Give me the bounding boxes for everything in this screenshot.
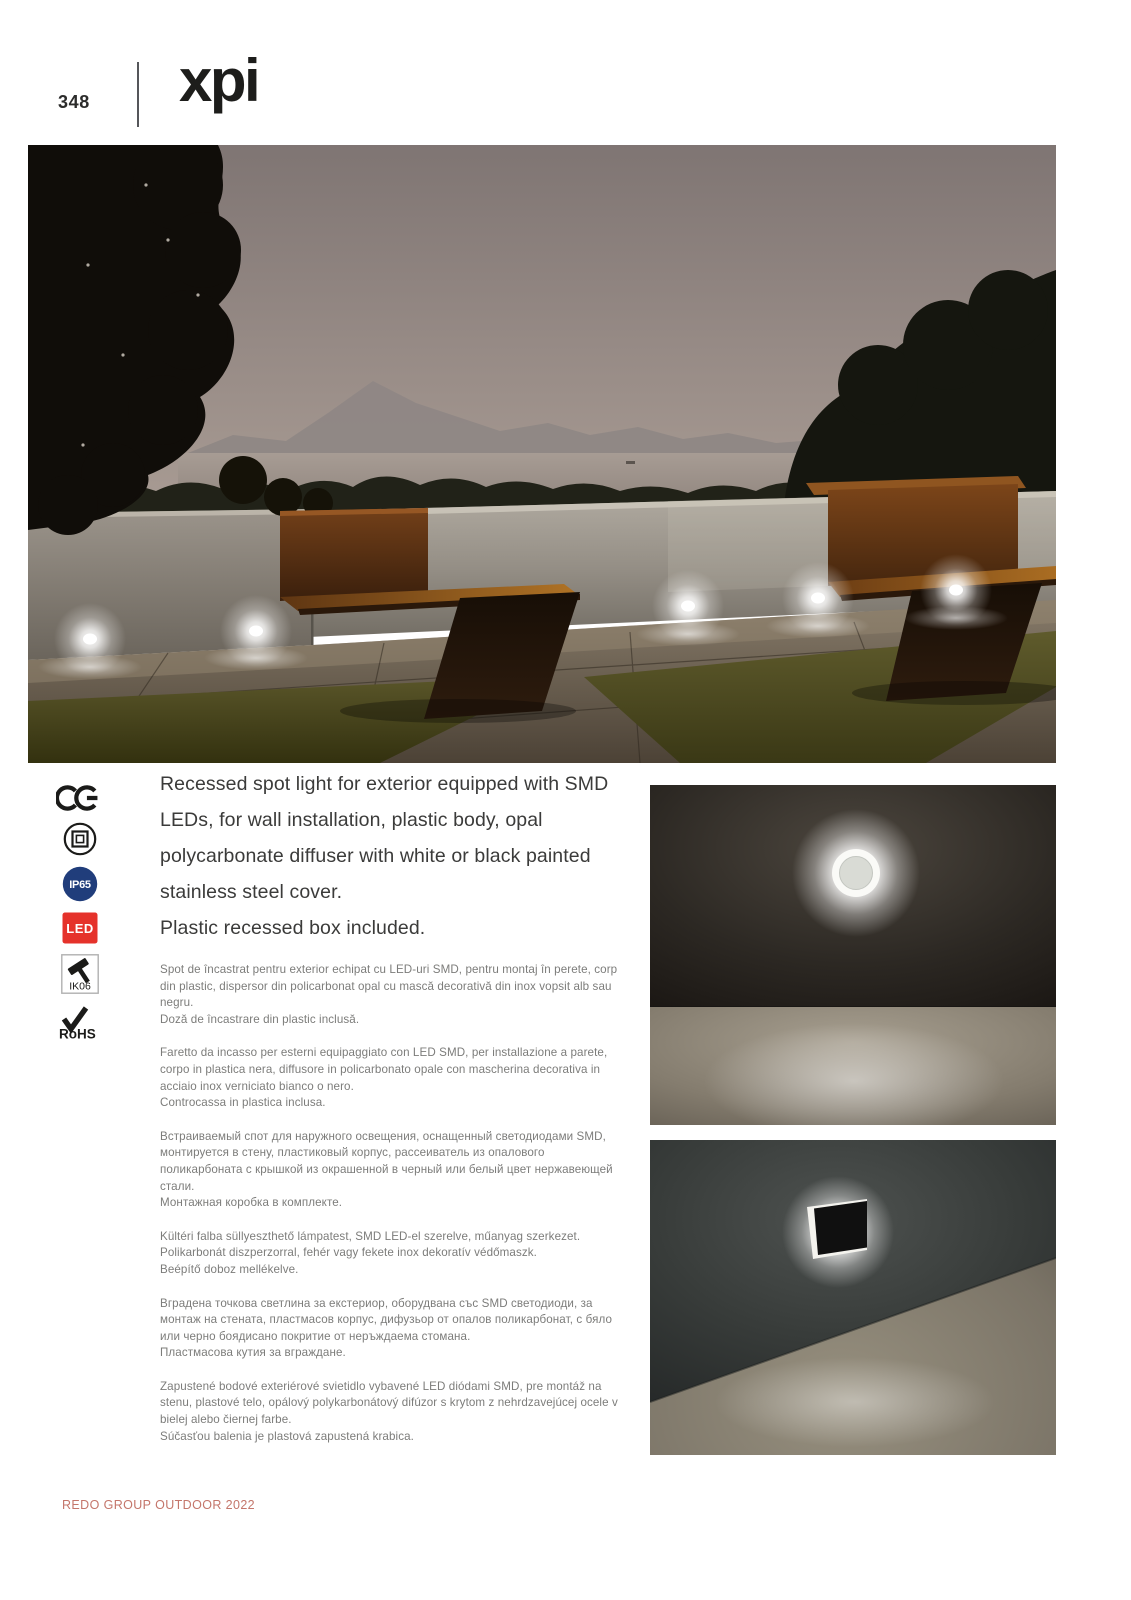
product-photo-square [650,1140,1056,1455]
round-light-diffuser [840,857,873,890]
hero-photo [28,145,1056,763]
square-light-face [814,1201,867,1255]
description-en: Recessed spot light for exterior equipped with SMD LEDs, for wall installation, plastic body, opal polycarbonate diffuser with white or black painted stainless steel cover. [160,773,609,903]
page-number: 348 [58,92,90,112]
header-divider [137,62,139,127]
description-ro [160,962,630,1028]
translation-text: Kültéri falba süllyeszthető lámpatest, SMD LED-el szerelve, műanyag szerkezet. Polikarbonát diszperzorral, fehér vagy fekete inox dekoratív védőmaszk. [160,1229,581,1260]
translation-note: Controcassa in plastica inclusa. [160,1096,326,1110]
ip65-label: IP65 [69,879,91,892]
product-photo-round [650,785,1056,1125]
led-label: LED [66,921,94,936]
translation-note: Пластмасова кутия за вграждане. [160,1346,346,1360]
floor-light-pool [715,1357,995,1447]
description-en-note: Plastic recessed box included. [160,917,426,939]
translations-block [160,962,630,1445]
description-hu [160,1229,630,1279]
ik06-badge-icon [61,954,99,994]
description-bg [160,1296,630,1362]
ip65-badge-icon [62,866,98,902]
translation-text: Faretto da incasso per esterni equipaggiato con LED SMD, per installazione a parete, corpo in plastica nera, diffusore in policarbonato opale con mascherina decorativa in acciaio inox verniciato bianco o nero. [160,1046,608,1093]
ce-mark-icon [56,784,104,812]
ik06-label: IK06 [69,980,91,993]
description-ru [160,1129,630,1212]
translation-text: Вградена точкова светлина за екстериор, оборудвана със SMD светодиоди, за монтаж на стената, пластмасов корпус, дифузьор от опалов поликарбонат, с бяло или черно боядисано покритие от неръждаема стомана. [160,1296,612,1343]
footer-text: REDO GROUP OUTDOOR 2022 [62,1498,256,1512]
description-it [160,1045,630,1111]
description-column [160,766,630,1462]
rohs-badge-icon [58,1004,102,1041]
certifications-column [54,784,106,1041]
translation-text: Zapustené bodové exteriérové svietidlo vybavené LED diódami SMD, pre montáž na stenu, plastové telo, opálový polykarbonátový difúzor s krytom z nehrdzavejúcej ocele v bielej alebo čiernej farbe. [160,1379,618,1427]
brand-logo: xpi [179,47,259,114]
translation-note: Beépítő doboz mellékelve. [160,1262,299,1276]
translation-text: Встраиваемый спот для наружного освещения, оснащенный светодиодами SMD, монтируется в стену, пластиковый корпус, рассеиватель из опалового поликарбоната с крышкой из окрашенной в черный или белый цвет нержавеющей стали. [160,1129,613,1193]
led-badge-icon [62,912,98,944]
translation-note: Doză de încastrare din plastic inclusă. [160,1012,360,1026]
rohs-label: RoHS [59,1026,96,1041]
boat [626,461,635,464]
double-insulation-icon [63,822,97,856]
translation-note: Монтажная коробка в комплекте. [160,1196,343,1210]
translation-note: Súčasťou balenia je plastová zapustená krabica. [160,1429,414,1443]
hero-scene-illustration [28,145,1056,763]
translation-text: Spot de încastrat pentru exterior echipat cu LED-uri SMD, pentru montaj în perete, corp din plastic, dispersor din policarbonat opal cu mască decorativă din inox vopsit alb sau negru. [160,963,618,1010]
description-sk [160,1379,630,1445]
